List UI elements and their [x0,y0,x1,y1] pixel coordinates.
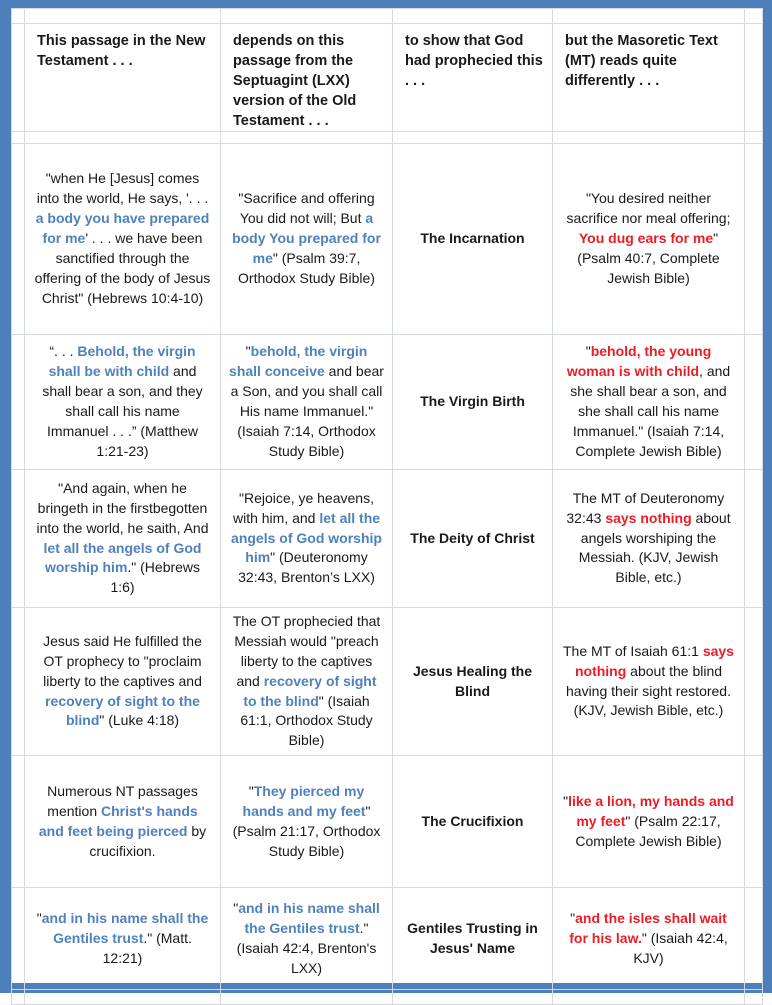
text-segment: " [248,782,254,799]
cell-masoretic [553,470,745,608]
table-row [12,608,763,756]
spacer-cell [12,144,25,335]
text-segment: and in his name shall the Gentiles trust [238,899,380,936]
text-segment: Jesus said He fulfilled the OT prophecy to "proclaim liberty to the captives and [43,632,202,689]
cell-new-testament [25,144,221,335]
text-segment: "And again, when he bringeth in the firstbegotten into the world, he saith, And [36,479,209,536]
text-segment: " (Luke 4:18) [99,712,180,729]
text-segment: says nothing [574,642,734,679]
spacer-cell [12,335,25,470]
spacer-cell [12,756,25,888]
cell-new-testament [25,335,221,470]
header-prophecy: to show that God had prophecied this . . . [393,24,553,132]
text-segment: They pierced my hands and my feet [242,782,366,819]
text-segment: and in his name shall the Gentiles trust [41,909,209,946]
text-segment: behold, the young woman is with child [566,343,712,380]
cell-new-testament [25,888,221,990]
cell-topic: Jesus Healing the Blind [393,608,553,756]
cell-septuagint [221,888,393,990]
text-segment: " [563,792,569,809]
spacer-cell [745,990,763,1005]
text-segment: “. . . [49,343,78,360]
spacer-cell [221,132,393,144]
gap-row [12,132,763,144]
cell-topic: The Deity of Christ [393,470,553,608]
cell-septuagint [221,470,393,608]
text-segment: The OT prophecied that Messiah would "preach liberty to the captives and [232,613,381,689]
text-segment: You dug ears for me [578,230,714,247]
text-segment: a body You prepared for me [232,210,381,266]
table-row [12,888,763,990]
cell-topic: The Incarnation [393,144,553,335]
text-segment: let all the angels of God worship him [43,539,202,576]
spacer-cell [745,888,763,990]
spacer-cell [12,990,25,1005]
text-segment: Christ's hands and feet being pierced [38,802,198,839]
spacer-cell [553,9,745,24]
text-segment: recovery of sight to the blind [45,692,200,729]
spacer-cell [12,888,25,990]
text-segment: by crucifixion. [89,822,207,859]
spacer-cell [393,990,553,1005]
text-segment: let all the angels of God worship him [231,509,382,566]
spacer-cell [745,9,763,24]
spacer-cell [12,132,25,144]
spacer-cell [25,132,221,144]
text-segment: like a lion, my hands and my feet [568,792,734,829]
table-row [12,470,763,608]
text-segment: about the blind having their sight restored. (KJV, Jewish Bible, etc.) [566,662,731,719]
spacer-cell [553,990,745,1005]
text-segment: " (Isaiah 42:4, KJV) [633,929,728,966]
spacer-cell [745,132,763,144]
header-new-testament: This passage in the New Testament . . . [25,24,221,132]
text-segment: ' . . . we have been sanctified through the offering of the body of Jesus Christ" (Hebrews 10:4-10) [34,230,211,306]
spacer-cell [221,9,393,24]
text-segment: Behold, the virgin shall be with child [48,343,196,380]
table-row [12,144,763,335]
spacer-cell [745,756,763,888]
comparison-table [11,8,763,1005]
text-segment: a body you have prepared for me [35,210,210,247]
cell-masoretic [553,144,745,335]
text-segment: The MT of Isaiah 61:1 [563,642,703,659]
text-segment: recovery of sight to the blind [243,672,377,709]
text-segment: ." (Hebrews 1:6) [110,559,201,596]
text-segment: " (Psalm 22:17, Complete Jewish Bible) [575,812,722,849]
text-segment: The MT of Deuteronomy 32:43 [566,489,725,526]
text-segment: "You desired neither sacrifice nor meal offering; [566,190,731,227]
spacer-cell [745,335,763,470]
text-segment: and shall bear a son, and they shall call his name Immanuel . . .” (Matthew 1:21-23) [42,363,203,459]
text-segment: "when He [Jesus] comes into the world, He says, '. . . [36,170,209,207]
text-segment: " [245,343,251,360]
text-segment: "Sacrifice and offering You did not will; But [238,190,375,227]
text-segment: Numerous NT passages mention [47,782,198,819]
text-segment: , and she shall bear a son, and she shall call his name Immanuel." (Isaiah 7:14, Complete Jewish Bible) [570,363,731,459]
cell-new-testament [25,608,221,756]
spacer-cell [12,608,25,756]
text-segment: " (Psalm 39:7, Orthodox Study Bible) [238,249,375,286]
cell-topic: The Crucifixion [393,756,553,888]
table-row [12,335,763,470]
cell-masoretic [553,335,745,470]
cell-topic: The Virgin Birth [393,335,553,470]
cell-septuagint [221,335,393,470]
text-segment: " (Psalm 21:17, Orthodox Study Bible) [232,802,381,859]
spacer-cell [393,132,553,144]
table-row [12,756,763,888]
spacer-cell [745,470,763,608]
text-segment: " (Isaiah 61:1, Orthodox Study Bible) [240,692,373,749]
text-segment: " [233,899,239,916]
header-masoretic: but the Masoretic Text (MT) reads quite differently . . . [553,24,745,132]
spacer-cell [745,24,763,132]
spacer-cell [393,9,553,24]
text-segment: ." (Isaiah 42:4, Brenton's LXX) [236,919,377,976]
cell-septuagint [221,144,393,335]
spacer-cell [221,990,393,1005]
table-body [12,9,763,1005]
cell-masoretic [553,756,745,888]
text-segment: and the isles shall wait for his law. [569,909,727,946]
cell-new-testament [25,470,221,608]
text-segment: about angels worshiping the Messiah. (KJV, Jewish Bible, etc.) [578,509,731,586]
spacer-cell [12,470,25,608]
header-septuagint: depends on this passage from the Septuagint (LXX) version of the Old Testament . . . [221,24,393,132]
text-segment: behold, the virgin shall conceive [229,343,368,380]
text-segment: " (Psalm 40:7, Complete Jewish Bible) [577,230,720,286]
top-spacer-row [12,9,763,24]
spacer-cell [745,144,763,335]
cell-septuagint [221,756,393,888]
text-segment: "Rejoice, ye heavens, with him, and [232,489,374,526]
spacer-cell [12,9,25,24]
cell-topic: Gentiles Trusting in Jesus' Name [393,888,553,990]
header-row [12,24,763,132]
spacer-cell [745,608,763,756]
text-segment: ." (Matt. 12:21) [102,929,192,966]
spacer-cell [553,132,745,144]
text-segment: " (Deuteronomy 32:43, Brenton’s LXX) [238,549,375,586]
spacer-cell [12,24,25,132]
cell-septuagint [221,608,393,756]
bottom-spacer-row [12,990,763,1005]
cell-masoretic [553,888,745,990]
text-segment: says nothing [605,509,692,526]
text-segment: " [36,909,42,926]
spacer-cell [25,9,221,24]
text-segment: " [585,343,591,360]
text-segment: and bear a Son, and you shall call His name Immanuel." (Isaiah 7:14, Orthodox Study Bible) [230,363,384,459]
cell-new-testament [25,756,221,888]
spacer-cell [25,990,221,1005]
text-segment: " [570,909,576,926]
cell-masoretic [553,608,745,756]
